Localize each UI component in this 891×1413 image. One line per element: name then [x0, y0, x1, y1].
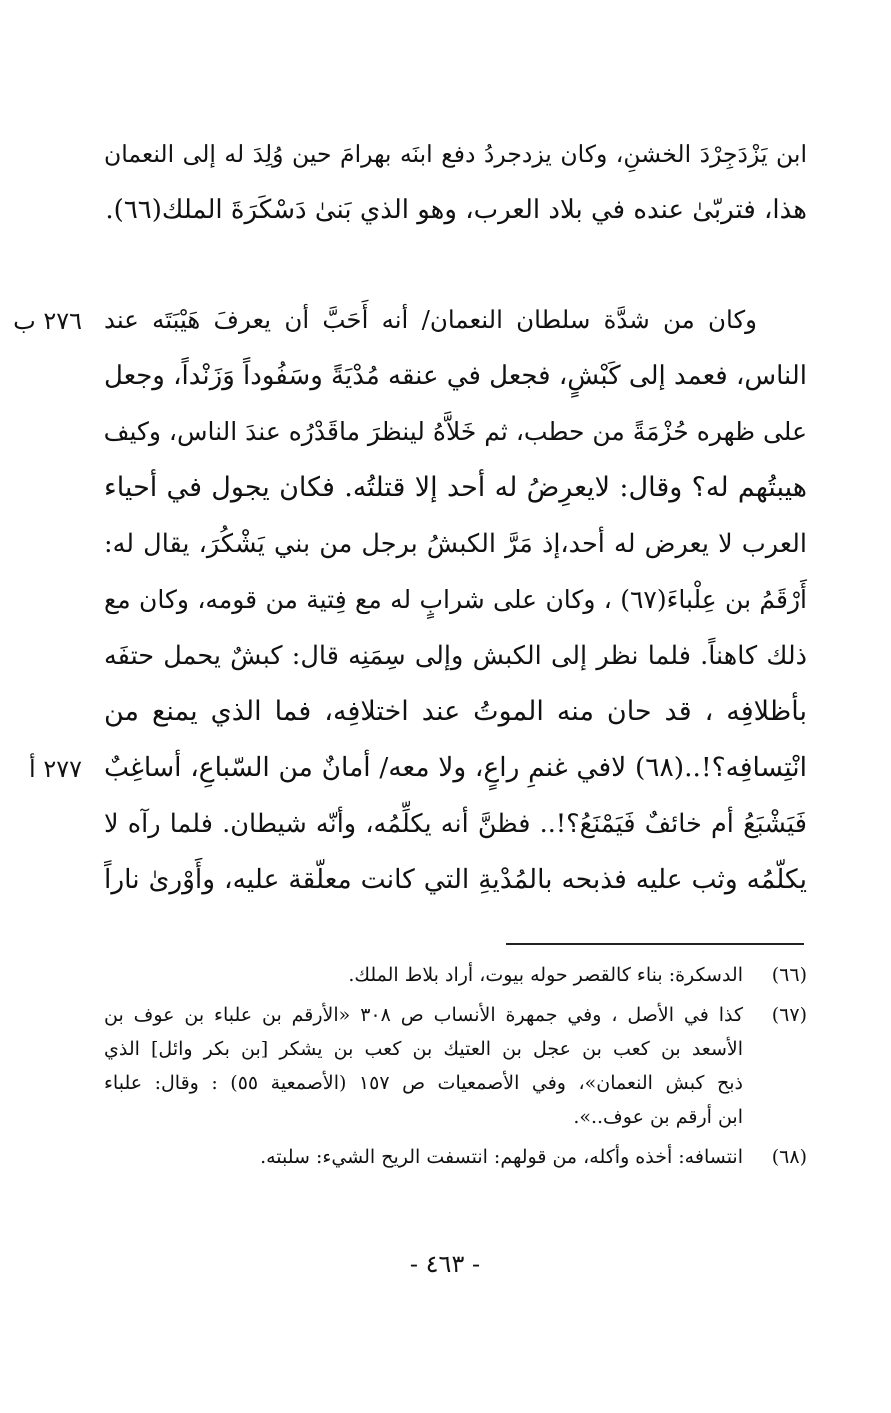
- footnote: [104, 1140, 807, 1174]
- footnote-line: الدسكرة: بناء كالقصر حوله بيوت، أراد بلاط الملك.: [348, 964, 743, 986]
- text-line: العرب لا يعرض له أحد،إذ مَرَّ الكبشُ برجل من بني يَشْكُرَ، يقال له:: [104, 529, 807, 559]
- text-line: هيبتُهم له؟ وقال: لايعرِضُ له أحد إلا قتلتُه. فكان يجول في أحياء: [104, 472, 807, 503]
- footnote-line: ابن أرقم بن عوف..».: [573, 1106, 743, 1128]
- footnote: [104, 998, 807, 1134]
- margin-folio-note: ٢٧٦ ب: [13, 307, 82, 335]
- text-line: يكلّمُه وثب عليه فذبحه بالمُدْيةِ التي كانت معلّقة عليه، وأَوْرىٰ ناراً: [104, 864, 807, 895]
- footnote-number: (٦٨): [771, 1146, 807, 1168]
- text-line: انْتِسافِه؟!..(٦٨) لافي غنمِ راعٍ، ولا معه/ أمانٌ من السّباعِ، أساغِبٌ: [104, 752, 807, 783]
- text-line: على ظهره حُزْمَةً من حطب، ثم خَلاَّهُ لينظرَ ماقَدْرُه عندَ الناس، وكيف: [103, 417, 807, 446]
- text-line: الناس، فعمد إلى كَبْشٍ، فجعل في عنقه مُدْيَةً وسَفُوداً وَزَنْداً، وجعل: [104, 361, 807, 391]
- text-line: وكان من شدَّة سلطان النعمان/ أنه أَحَبَّ أن يعرفَ هَيْبَتَه عند: [104, 305, 757, 334]
- page-number: - ٤٦٣ -: [409, 1250, 481, 1278]
- text-line: هذا، فتربّىٰ عنده في بلاد العرب، وهو الذي بَنىٰ دَسْكَرَةَ الملك(٦٦).: [105, 195, 807, 225]
- footnote-line: الأسعد بن كعب بن عجل بن العتيك بن كعب بن يشكر [بن بكر وائل] الذي: [104, 1038, 743, 1060]
- footnote-line: ذبح كبش النعمان»، وفي الأصمعيات ص ١٥٧ (الأصمعية ٥٥) : وقال: علباء: [104, 1072, 744, 1094]
- margin-folio-note: ٢٧٧ أ: [29, 755, 82, 783]
- footnote-divider: [506, 943, 804, 945]
- footnote-number: (٦٦): [771, 964, 807, 986]
- footnotes-section: [104, 958, 807, 1180]
- text-line: أَرْقَمُ بن عِلْباءَ(٦٧) ، وكان على شرابٍ له مع فِتية من قومه، وكان مع: [104, 585, 807, 614]
- intro-paragraph: [104, 126, 807, 238]
- footnote: [104, 958, 807, 992]
- footnote-line: انتسافه: أخذه وأكله، من قولهم: انتسفت الريح الشيء: سلبته.: [260, 1146, 743, 1168]
- footnote-line: كذا في الأصل ، وفي جمهرة الأنساب ص ٣٠٨ «الأرقم بن علباء بن عوف بن: [104, 1004, 743, 1026]
- text-line: ذلك كاهناً. فلما نظر إلى الكبش وإلى سِمَنِه قال: كبشٌ يحمل حتفَه: [104, 641, 807, 671]
- text-line: ابن يَزْدَجِرْدَ الخشنِ، وكان يزدجردُ دفع ابنَه بهرامَ حين وُلِدَ له إلى النعمان: [104, 140, 807, 168]
- footnote-number: (٦٧): [771, 1004, 807, 1026]
- text-line: بأظلافِه ، قد حان منه الموتُ عند اختلافِه، فما الذي يمنع من: [104, 696, 807, 727]
- text-line: فَيَشْبَعُ أم خائفٌ فَيَمْنَعُ؟!.. فظنَّ أنه يكلِّمُه، وأنّه شيطان. فلما رآه لا: [104, 809, 807, 839]
- main-paragraph: [104, 292, 807, 908]
